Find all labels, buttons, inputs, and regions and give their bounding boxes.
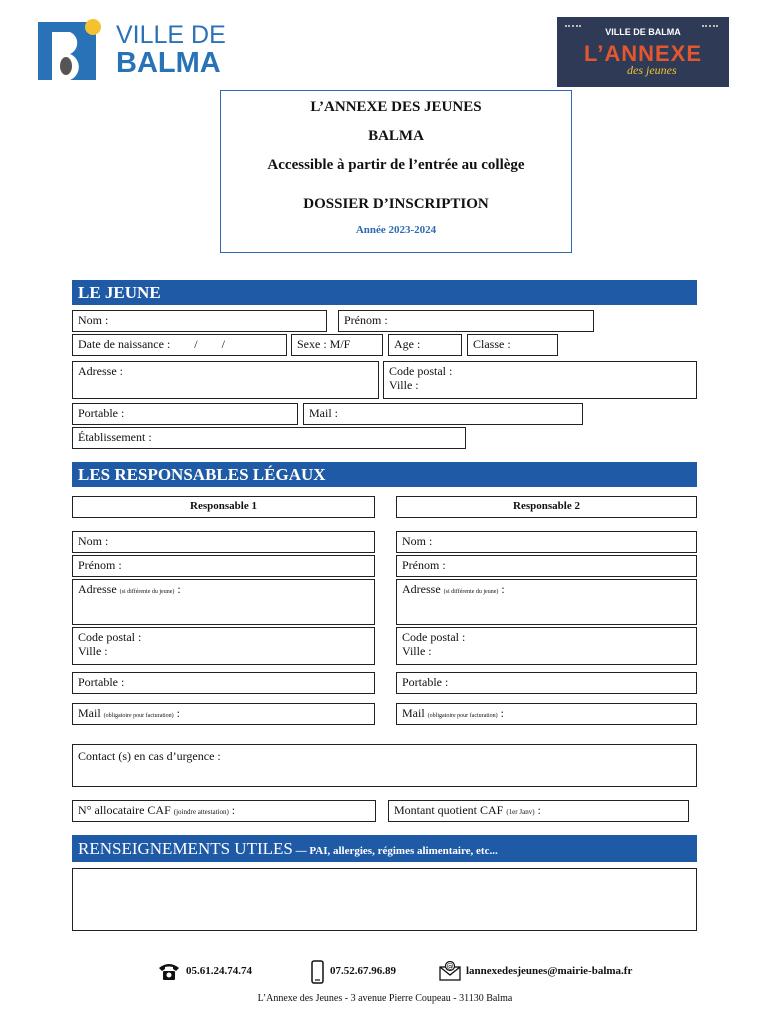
resp2-ville-label: Ville :	[402, 644, 432, 658]
resp2-code-postal-label: Code postal :	[402, 630, 466, 644]
decor-dots	[702, 25, 718, 35]
responsable-1-header: Responsable 1	[72, 496, 375, 518]
footer-email[interactable]: lannexedesjeunes@mairie-balma.fr	[466, 965, 633, 977]
jeune-nom-field[interactable]: Nom :	[72, 310, 327, 332]
balma-b-icon	[38, 18, 102, 82]
caf-note: (joindre attestation)	[173, 808, 229, 816]
resp1-ville-label: Ville :	[78, 644, 108, 658]
decor-dots	[565, 25, 581, 35]
logo-line2: BALMA	[116, 47, 221, 79]
title-line2: BALMA	[368, 128, 424, 144]
logo-sub: des jeunes	[627, 63, 677, 77]
resp1-mail-field[interactable]	[72, 703, 375, 725]
quotient-caf-field[interactable]	[388, 800, 689, 822]
resp2-adresse-note: (si différente du jeune)	[443, 589, 499, 595]
resp2-mail-label: Mail	[402, 706, 425, 720]
resp1-mail-note: (obligatoire pour facturation)	[103, 713, 174, 719]
resp2-mail-note: (obligatoire pour facturation)	[427, 713, 498, 719]
resp1-adresse-label: Adresse	[78, 582, 117, 596]
resp1-portable-field[interactable]: Portable :	[72, 672, 375, 694]
title-line4: DOSSIER D’INSCRIPTION	[303, 196, 489, 212]
jeune-code-postal-ville-field[interactable]	[383, 361, 697, 399]
resp2-portable-field[interactable]: Portable :	[396, 672, 697, 694]
resp1-mail-colon: :	[176, 706, 180, 720]
jeune-sexe-field[interactable]: Sexe : M/F	[291, 334, 383, 356]
annexe-des-jeunes-logo	[557, 17, 729, 87]
responsable-2-header: Responsable 2	[396, 496, 697, 518]
section-le-jeune: LE JEUNE	[72, 280, 697, 305]
resp1-code-postal-label: Code postal :	[78, 630, 142, 644]
resp2-mail-field[interactable]	[396, 703, 697, 725]
quotient-label: Montant quotient CAF	[394, 803, 504, 817]
logo-top: VILLE DE BALMA	[605, 27, 681, 37]
email-icon	[439, 961, 461, 981]
footer-mobile[interactable]: 07.52.67.96.89	[330, 965, 396, 977]
footer-phone[interactable]: 05.61.24.74.74	[186, 965, 252, 977]
caf-label: N° allocataire CAF	[78, 803, 171, 817]
resp2-adresse-colon: :	[501, 582, 505, 596]
logo-main: L’ANNEXE	[583, 41, 703, 66]
logo-line1: VILLE DE	[116, 21, 226, 49]
quotient-colon: :	[537, 803, 541, 817]
caf-colon: :	[231, 803, 236, 817]
resp1-adresse-field[interactable]	[72, 579, 375, 625]
resp2-prenom-field[interactable]: Prénom :	[396, 555, 697, 577]
title-line1: L’ANNEXE DES JEUNES	[310, 99, 482, 115]
jeune-portable-field[interactable]: Portable :	[72, 403, 298, 425]
renseignements-field[interactable]	[72, 868, 697, 931]
svg-text:@: @	[446, 962, 454, 971]
section-responsables: LES RESPONSABLES LÉGAUX	[72, 462, 697, 487]
resp2-mail-colon: :	[500, 706, 504, 720]
jeune-age-field[interactable]: Age :	[388, 334, 462, 356]
title-line3: Accessible à partir de l’entrée au collège	[267, 157, 525, 173]
resp2-code-postal-ville-field[interactable]	[396, 627, 697, 665]
resp1-nom-field[interactable]: Nom :	[72, 531, 375, 553]
jeune-classe-field[interactable]: Classe :	[467, 334, 558, 356]
title-box	[220, 90, 572, 253]
jeune-code-postal-label: Code postal :	[389, 364, 453, 378]
resp1-code-postal-ville-field[interactable]	[72, 627, 375, 665]
resp1-mail-label: Mail	[78, 706, 101, 720]
resp1-adresse-note: (si différente du jeune)	[119, 589, 175, 595]
jeune-adresse-field[interactable]: Adresse :	[72, 361, 379, 399]
telephone-icon	[157, 962, 181, 982]
resp2-adresse-label: Adresse	[402, 582, 441, 596]
jeune-etablissement-field[interactable]: Établissement :	[72, 427, 466, 449]
footer-address: L’Annexe des Jeunes - 3 avenue Pierre Coupeau - 31130 Balma	[257, 993, 513, 1004]
renseignements-subheading: — PAI, allergies, régimes alimentaire, etc...	[292, 845, 498, 857]
caf-number-field[interactable]	[72, 800, 376, 822]
resp1-prenom-field[interactable]: Prénom :	[72, 555, 375, 577]
jeune-mail-field[interactable]: Mail :	[303, 403, 583, 425]
quotient-note: (1er Janv)	[506, 808, 535, 816]
section-renseignements	[72, 835, 697, 862]
resp2-adresse-field[interactable]	[396, 579, 697, 625]
renseignements-heading: RENSEIGNEMENTS UTILES	[78, 839, 293, 858]
resp1-adresse-colon: :	[177, 582, 181, 596]
title-year: Année 2023-2024	[355, 224, 437, 236]
mobile-phone-icon	[311, 960, 324, 984]
jeune-date-naissance-field[interactable]: Date de naissance : / /	[72, 334, 287, 356]
resp2-nom-field[interactable]: Nom :	[396, 531, 697, 553]
jeune-prenom-field[interactable]: Prénom :	[338, 310, 594, 332]
ville-de-balma-logo	[38, 18, 228, 82]
jeune-ville-label: Ville :	[389, 378, 419, 392]
urgence-contact-field[interactable]: Contact (s) en cas d’urgence :	[72, 744, 697, 787]
